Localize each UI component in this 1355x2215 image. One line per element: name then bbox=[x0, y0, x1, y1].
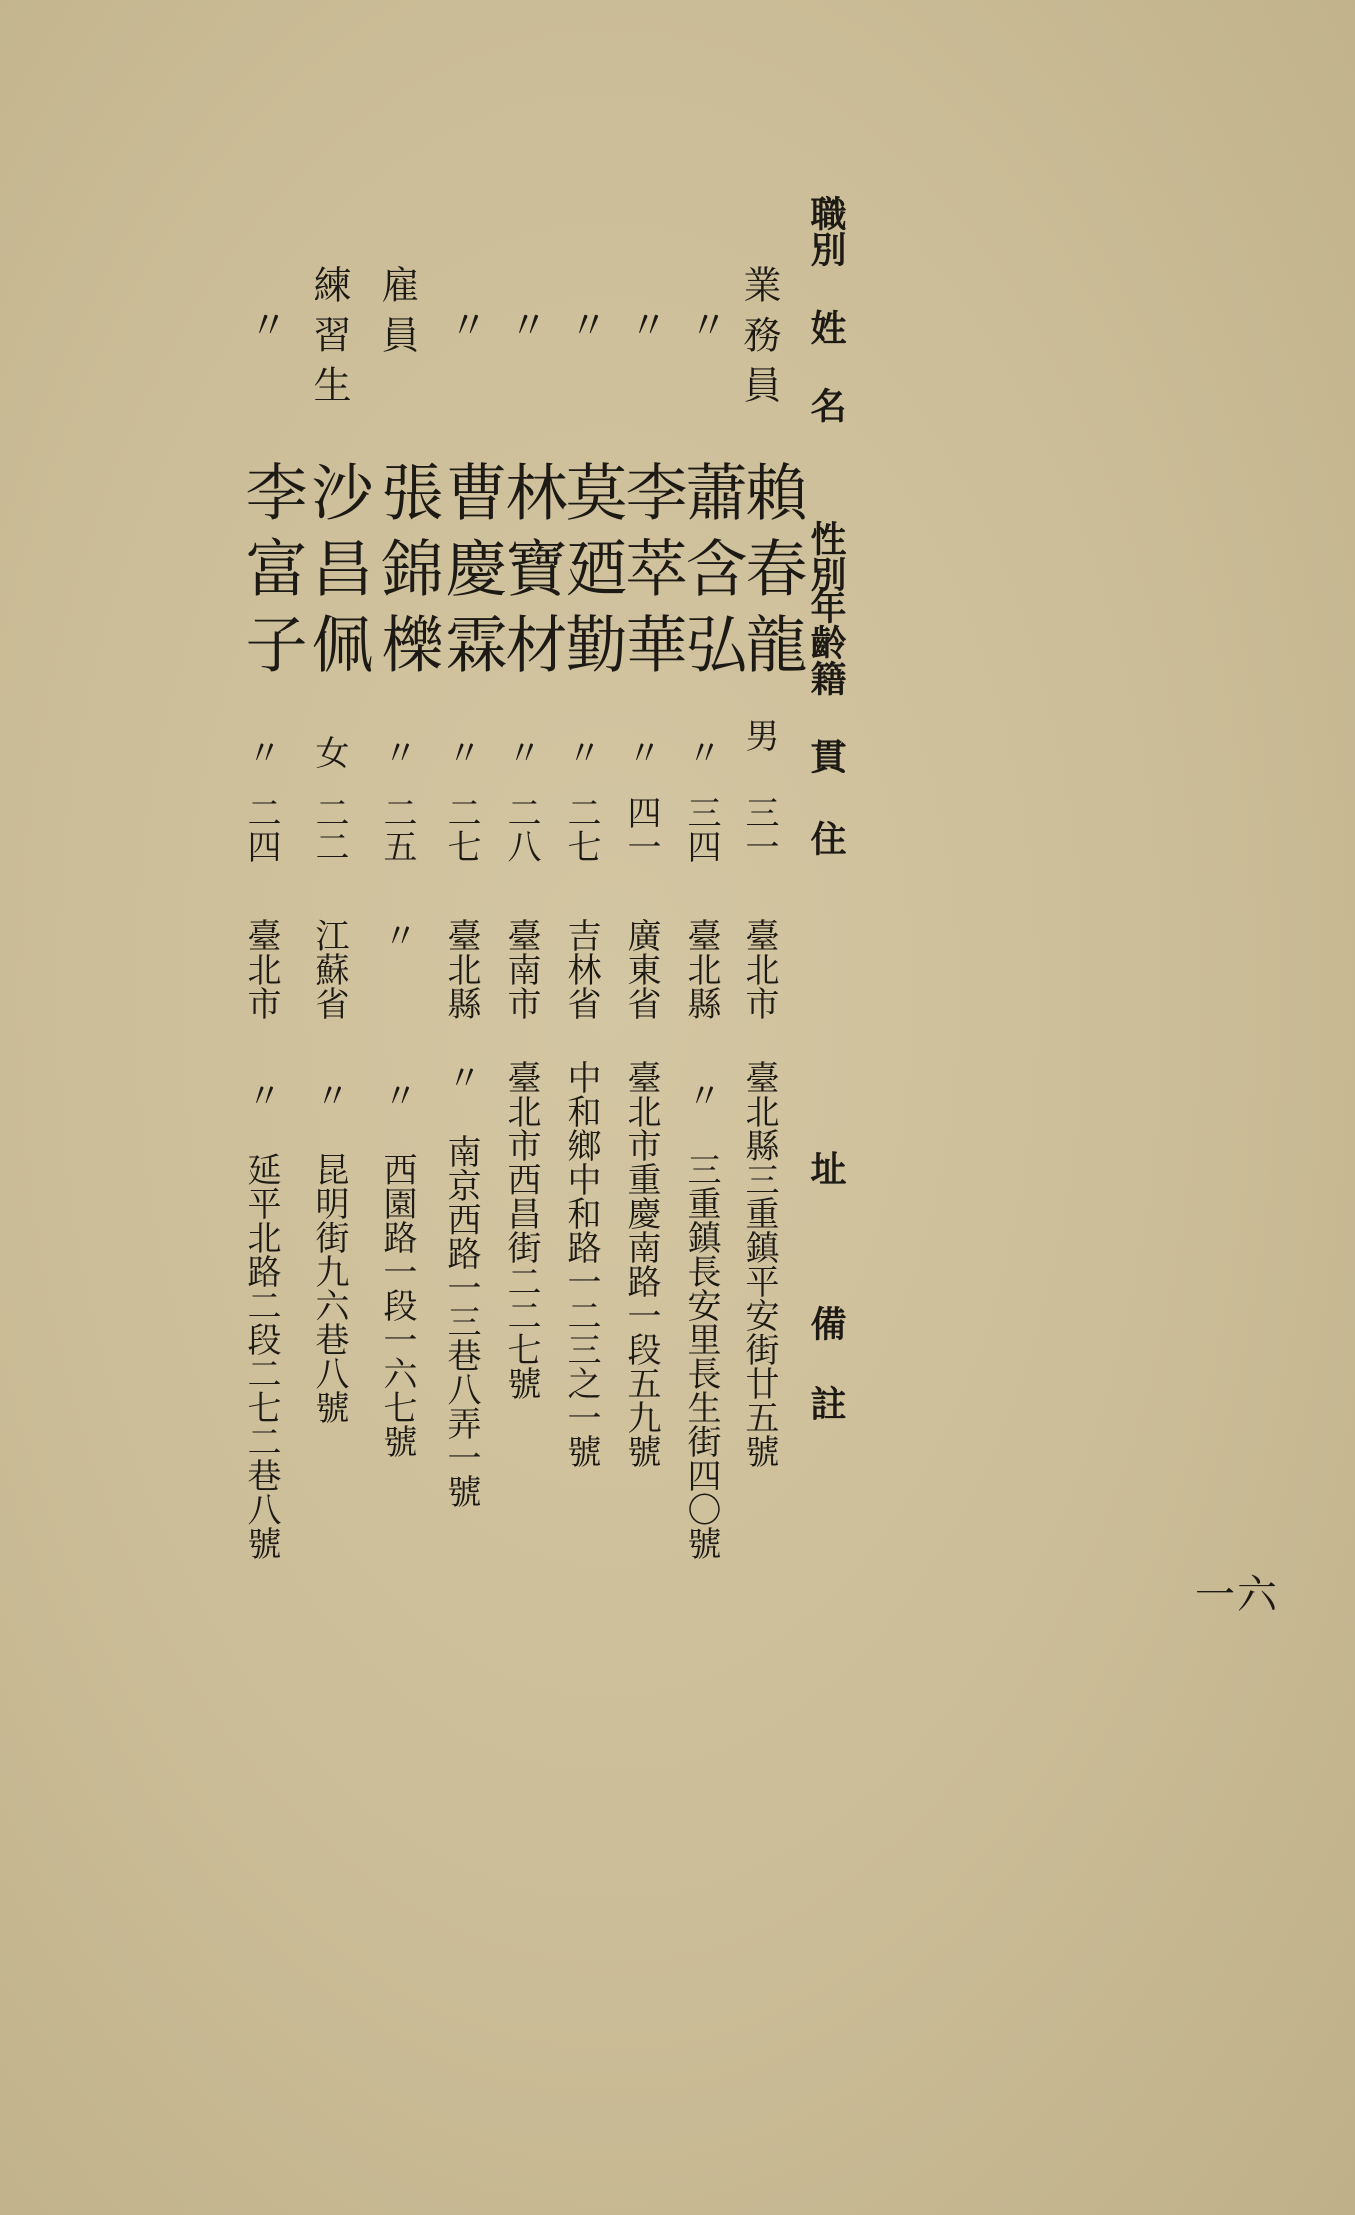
row-age: 四一 bbox=[621, 795, 661, 863]
row-name: 蕭含弘 bbox=[675, 460, 748, 688]
row-address: 〃 延平北路二段二七二巷八號 bbox=[241, 1078, 281, 1560]
row-age: 二七 bbox=[441, 795, 481, 863]
row-job: 〃 bbox=[243, 305, 287, 343]
row-sex: 〃 bbox=[241, 735, 281, 769]
row-name: 張錦櫟 bbox=[371, 460, 444, 688]
row-name: 李富子 bbox=[235, 460, 308, 688]
row-address: 臺北市重慶南路一段五九號 bbox=[621, 1060, 661, 1468]
row-origin: 臺北市 bbox=[241, 918, 281, 1020]
row-address: 〃 三重鎮長安里長生街四〇號 bbox=[681, 1078, 721, 1560]
row-origin: 〃 bbox=[377, 918, 417, 952]
row-sex: 男 bbox=[739, 718, 779, 752]
row-job: 業務員 bbox=[737, 265, 781, 415]
row-age: 二五 bbox=[377, 795, 417, 863]
row-origin: 臺北縣 bbox=[441, 918, 481, 1020]
row-age: 二八 bbox=[501, 795, 541, 863]
row-name: 莫廼勤 bbox=[555, 460, 628, 688]
row-address: 〃 西園路一段一六七號 bbox=[377, 1078, 417, 1458]
header-origin: 籍 貫 bbox=[805, 660, 847, 774]
row-sex: 〃 bbox=[621, 735, 661, 769]
row-origin: 江蘇省 bbox=[309, 918, 349, 1020]
row-name: 曹慶霖 bbox=[435, 460, 508, 688]
row-origin: 臺北縣 bbox=[681, 918, 721, 1020]
row-name: 李萃華 bbox=[615, 460, 688, 688]
row-job: 〃 bbox=[503, 305, 547, 343]
row-sex: 〃 bbox=[501, 735, 541, 769]
header-age: 年齡 bbox=[805, 588, 847, 660]
row-job: 〃 bbox=[683, 305, 727, 343]
row-address: 〃 南京西路一三巷八弄一號 bbox=[441, 1060, 481, 1508]
row-job: 練習生 bbox=[307, 265, 351, 415]
header-address: 住 bbox=[805, 820, 847, 856]
row-origin: 臺南市 bbox=[501, 918, 541, 1020]
row-origin: 吉林省 bbox=[561, 918, 601, 1020]
row-age: 二四 bbox=[241, 795, 281, 863]
row-sex: 〃 bbox=[441, 735, 481, 769]
row-name: 林寶材 bbox=[495, 460, 568, 688]
header-remarks-2: 註 bbox=[805, 1385, 847, 1421]
row-job: 〃 bbox=[443, 305, 487, 343]
header-address-2: 址 bbox=[805, 1150, 847, 1186]
row-job: 雇員 bbox=[375, 265, 419, 365]
row-name: 沙昌佩 bbox=[301, 460, 374, 688]
row-address: 臺北縣三重鎮平安街廿五號 bbox=[739, 1060, 779, 1468]
row-job: 〃 bbox=[563, 305, 607, 343]
row-address: 〃 昆明街九六巷八號 bbox=[309, 1078, 349, 1424]
header-job-name: 職別 姓 名 bbox=[805, 195, 847, 423]
header-remarks: 備 bbox=[805, 1305, 847, 1341]
row-sex: 女 bbox=[309, 735, 349, 769]
row-job: 〃 bbox=[623, 305, 667, 343]
row-address: 臺北市西昌街二二七號 bbox=[501, 1060, 541, 1400]
row-age: 三一 bbox=[739, 795, 779, 863]
row-origin: 臺北市 bbox=[739, 918, 779, 1020]
header-sex: 性別 bbox=[805, 520, 847, 592]
row-origin: 廣東省 bbox=[621, 918, 661, 1020]
row-age: 二二 bbox=[309, 795, 349, 863]
row-address: 中和鄉中和路一二三之一號 bbox=[561, 1060, 601, 1468]
page-number: 一六 bbox=[1195, 1572, 1279, 1618]
row-age: 三四 bbox=[681, 795, 721, 863]
row-sex: 〃 bbox=[377, 735, 417, 769]
row-sex: 〃 bbox=[681, 735, 721, 769]
row-name: 賴春龍 bbox=[735, 460, 808, 688]
row-sex: 〃 bbox=[561, 735, 601, 769]
row-age: 二七 bbox=[561, 795, 601, 863]
